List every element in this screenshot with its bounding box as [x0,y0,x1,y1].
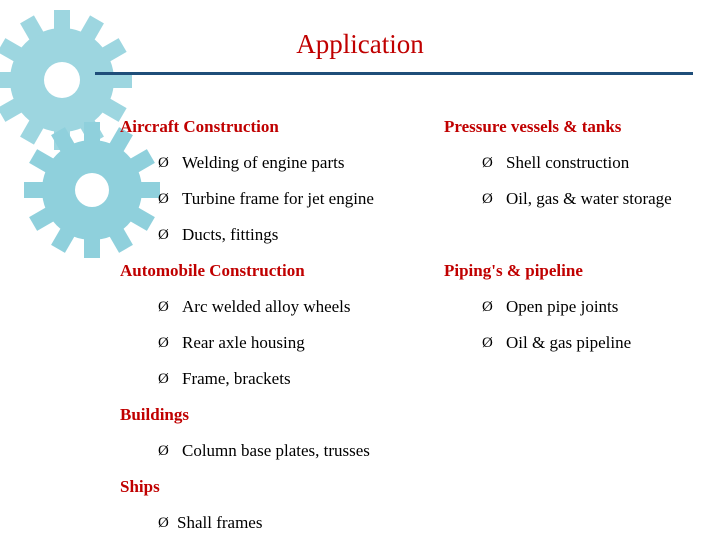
left-column [120,109,374,541]
arrow-bullet-icon: Ø [158,299,169,315]
section-heading: Piping's & pipeline [444,261,583,280]
item-text: Frame, brackets [182,369,291,388]
arrow-bullet-icon: Ø [482,155,493,171]
arrow-bullet-icon: Ø [158,335,169,351]
item-text: Oil & gas pipeline [506,333,632,352]
arrow-bullet-icon: Ø [482,299,493,315]
item-list [444,145,672,217]
item-text: Rear axle housing [182,333,305,352]
list-item [120,217,374,253]
item-text: Shall frames [177,513,263,532]
section-heading: Pressure vessels & tanks [444,117,622,136]
item-text: Column base plates, trusses [182,441,370,460]
arrow-bullet-icon: Ø [482,191,493,207]
right-column [444,109,672,361]
title-underline [95,72,693,75]
arrow-bullet-icon: Ø [158,155,169,171]
item-text: Welding of engine parts [182,153,345,172]
list-item [444,145,672,181]
slide-title: Application [296,29,424,59]
list-item [120,505,374,541]
section-aircraft-construction [120,109,374,253]
item-text: Oil, gas & water storage [506,189,672,208]
list-item [120,145,374,181]
list-item [120,433,374,469]
list-item [444,289,672,325]
section-pressure-vessels [444,109,672,217]
section-heading: Buildings [120,405,189,424]
section-buildings [120,397,374,469]
item-list [444,289,672,361]
row-spacer [444,217,672,253]
item-list [120,145,374,253]
list-item [444,181,672,217]
section-heading: Ships [120,477,160,496]
list-item [120,325,374,361]
section-ships [120,469,374,541]
item-text: Turbine frame for jet engine [182,189,374,208]
item-list [120,433,374,469]
section-pipings [444,253,672,361]
item-text: Ducts, fittings [182,225,279,244]
arrow-bullet-icon: Ø [158,227,169,243]
item-text: Arc welded alloy wheels [182,297,351,316]
arrow-bullet-icon: Ø [158,515,169,531]
arrow-bullet-icon: Ø [158,191,169,207]
arrow-bullet-icon: Ø [482,335,493,351]
list-item [444,325,672,361]
section-heading: Automobile Construction [120,261,305,280]
section-automobile-construction [120,253,374,397]
list-item [120,181,374,217]
list-item [120,289,374,325]
item-list [120,289,374,397]
item-text: Shell construction [506,153,630,172]
section-heading: Aircraft Construction [120,117,279,136]
item-text: Open pipe joints [506,297,619,316]
arrow-bullet-icon: Ø [158,443,169,459]
arrow-bullet-icon: Ø [158,371,169,387]
list-item [120,361,374,397]
item-list [120,505,374,541]
